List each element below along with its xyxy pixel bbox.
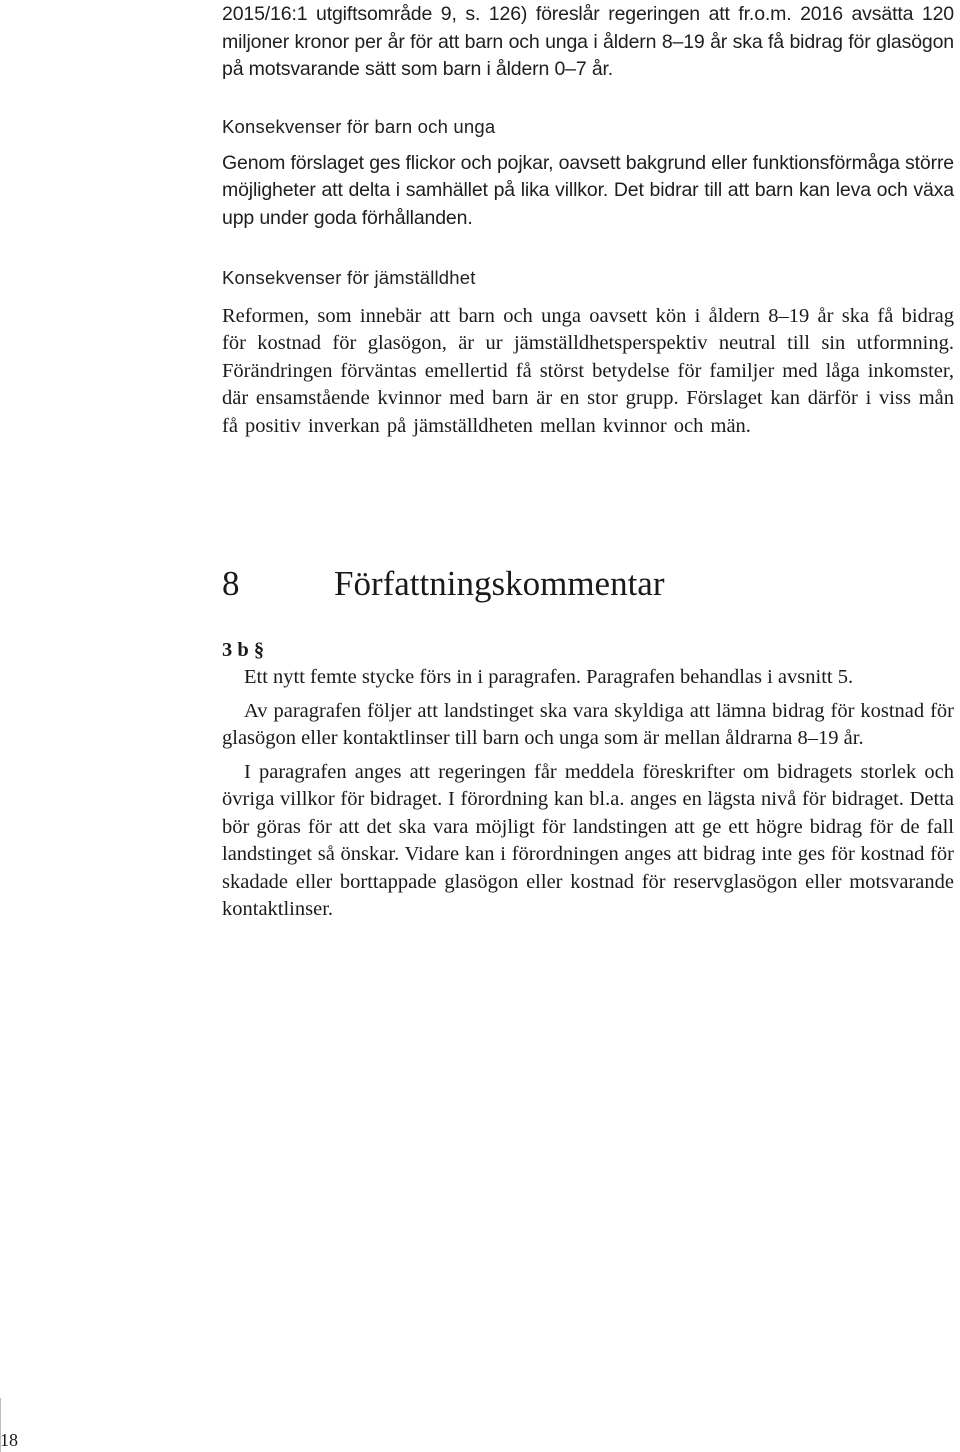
equality-consequences-paragraph: Reformen, som innebär att barn och unga oavsett kön i åldern 8–19 år ska få bidrag för kostnad för glasögon, är ur jämställdhetsperspektiv neutral till sin utformning. Förändringen förväntas emellertid få störst betydelse för familjer med låga inkomster, där ensamstående kvinnor med barn är en stor grupp. Förslaget kan därför i viss mån få positiv inverkan på jämställdheten mellan kvinnor och män.	[222, 304, 954, 437]
children-consequences-section	[222, 113, 954, 232]
commentary-paragraph: Av paragrafen följer att landstinget ska vara skyldiga att lämna bidrag för kostnad för glasögon eller kontaktlinser till barn och unga som är mellan åldrarna 8–19 år.	[222, 699, 954, 749]
intro-block	[222, 1, 954, 84]
page-number: 18	[0, 1430, 18, 1450]
chapter-heading	[222, 560, 665, 608]
chapter-title: Författningskommentar	[334, 564, 665, 603]
chapter-number: 8	[222, 564, 240, 603]
children-consequences-heading: Konsekvenser för barn och unga	[222, 116, 496, 137]
commentary-paragraph: Ett nytt femte stycke förs in i paragrafen. Paragrafen behandlas i avsnitt 5.	[244, 666, 854, 688]
equality-consequences-section	[222, 264, 954, 440]
intro-paragraph: 2015/16:1 utgiftsområde 9, s. 126) föreslår regeringen att fr.o.m. 2016 avsätta 120 miljoner kronor per år för att barn och unga i åldern 8–19 år ska få bidrag för glasögon på motsvarande sätt som barn i åldern 0–7 år.	[222, 3, 954, 80]
children-consequences-paragraph: Genom förslaget ges flickor och pojkar, oavsett bakgrund eller funktionsförmåga större möjligheter att delta i samhället på lika villkor. Det bidrar till att barn kan leva och växa upp under goda förhållanden.	[222, 151, 954, 229]
equality-consequences-heading: Konsekvenser för jämställdhet	[222, 267, 476, 288]
commentary-body	[222, 664, 954, 924]
section-label: 3 b §	[222, 639, 265, 661]
commentary-paragraph: I paragrafen anges att regeringen får meddela föreskrifter om bidragets storlek och övriga villkor för bidraget. I förordning kan bl.a. anges en lägsta nivå för bidraget. Detta bör göras för att det ska vara möjligt för landstingen att ge ett högre bidrag för de fall landstinget så önskar. Vidare kan i förordningen anges att bidrag inte ges för kostnad för skadade eller borttappade glasögon eller kostnad för reservglasögon eller motsvarande kontaktlinser.	[222, 760, 954, 920]
